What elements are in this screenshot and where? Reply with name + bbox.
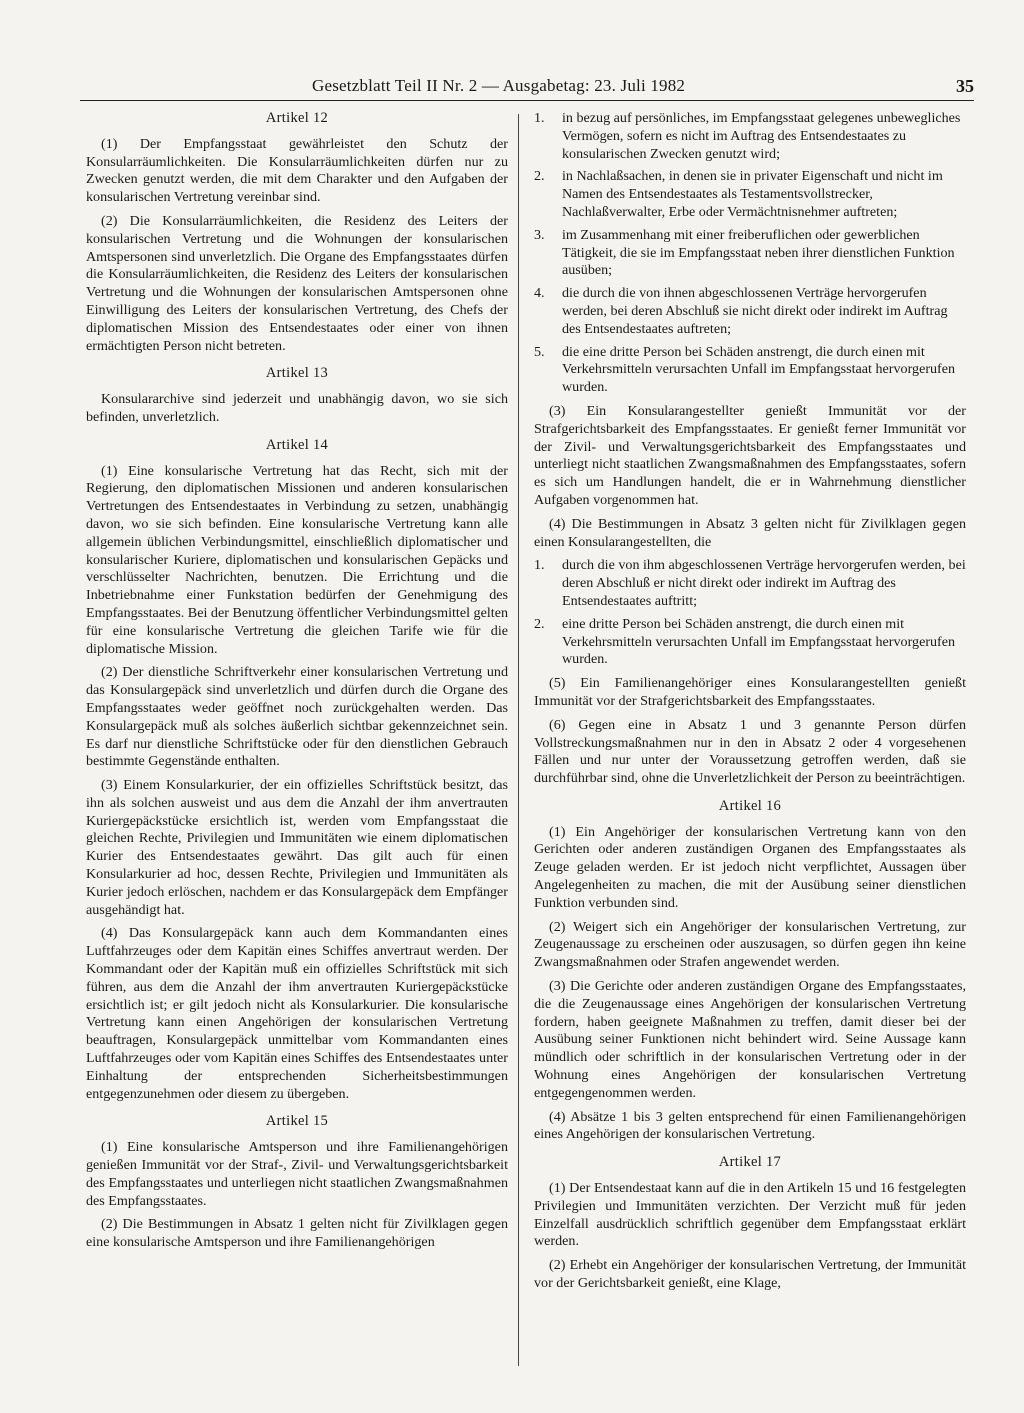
header-title: Gesetzblatt Teil II Nr. 2 — Ausgabetag: 23. Juli 1982 <box>312 76 686 95</box>
article-13-heading: Artikel 13 <box>265 365 329 382</box>
page-header <box>80 76 974 100</box>
article-14-paragraph-2: (2) Der dienstliche Schriftverkehr einer konsularischen Vertretung und das Konsulargepäck sind unverletzlich und dürfen durch die Organe des Empfangsstaates weder geöffnet noch zurückgehalten werden. Das Konsulargepäck muß als solches äußerlich sichtbar gekennzeichnet sein. Es darf nur dienstliche Schriftstücke oder für den dienstlichen Gebrauch bestimmte Gegenstände enthalten. <box>86 664 508 770</box>
article-16-paragraph-4: (4) Absätze 1 bis 3 gelten entsprechend für einen Familienangehörigen eines Angehörigen der konsularischen Vertretung. <box>534 1108 966 1143</box>
article-14-paragraph-3: (3) Einem Konsularkurier, der ein offizielles Schriftstück besitzt, das ihn als solchen ausweist und aus dem die Anzahl der ihm anvertrauten Kuriergepäckstücke ersichtlich ist, werden vom Empfangsstaat die gleichen Rechte, Privilegien und Immunitäten wie einem diplomatischen Kurier des Entsendestaates gewährt. Das gilt auch für einen Konsularkurier ad hoc, dessen Rechte, Privilegien und Immunitäten als Kurier jedoch erlöschen, nachdem er das Konsulargepäck dem Empfänger ausgehändigt hat. <box>86 777 508 918</box>
left-column <box>86 110 508 1258</box>
article-12-paragraph-2: (2) Die Konsularräumlichkeiten, die Residenz des Leiters der konsularischen Vertretung und die Wohnungen der konsularischen Amtspersonen sind unverletzlich. Die Organe des Empfangsstaates dürfen die Konsularräumlichkeiten, die Residenz des Leiters der konsularischen Vertretung und die Wohnungen der konsularischen Amtspersonen ohne Einwilligung des Leiters der konsularischen Vertretung, des Chefs der diplomatischen Mission des Entsendestaates oder einer von ihnen ermächtigten Person nicht betreten. <box>86 212 508 354</box>
article-16-paragraph-1: (1) Ein Angehöriger der konsularischen Vertretung kann von den Gerichten oder anderen zuständigen Organen des Empfangsstaates als Zeuge geladen werden. Er ist jedoch nicht verpflichtet, Aussagen über Angelegenheiten zu machen, die mit der Ausübung seiner dienstlichen Funktion verbunden sind. <box>534 823 966 911</box>
article-17-paragraph-2: (2) Erhebt ein Angehöriger der konsularischen Vertretung, der Immunität vor der Gerichtsbarkeit genießt, eine Klage, <box>534 1257 966 1292</box>
article-14-heading: Artikel 14 <box>265 436 329 453</box>
list-item: 2. in Nachlaßsachen, in denen sie in privater Eigenschaft und nicht im Namen des Entsendestaates als Testamentsvollstrecker, Nachlaßverwalter, Erbe oder Vermächtnisnehmer auftreten; <box>534 168 943 220</box>
article-17-heading: Artikel 17 <box>718 1154 782 1171</box>
article-15-paragraph-3: (3) Ein Konsularangestellter genießt Immunität vor der Strafgerichtsbarkeit des Empfangsstaates. Er genießt ferner Immunität vor der Zivil- und Verwaltungsgerichtsbarkeit des Empfangsstaates und unterliegt nicht staatlichen Zwangsmaßnahmen des Empfangsstaates, sofern es sich um Handlungen handelt, die er in Wahrnehmung dienstlicher Aufgaben vorgenommen hat. <box>534 402 966 508</box>
list-item: 3. im Zusammenhang mit einer freiberuflichen oder gewerblichen Tätigkeit, die sie im Empfangsstaat neben ihrer dienstlichen Funktion ausüben; <box>534 226 955 279</box>
article-12-paragraph-1: (1) Der Empfangsstaat gewährleistet den Schutz der Konsularräumlichkeiten. Die Konsularräumlichkeiten dürfen nur zu Zwecken genutzt werden, die mit dem Charakter und den Aufgaben der konsularischen Vertretung vereinbar sind. <box>86 135 508 206</box>
page-number: 35 <box>956 76 974 96</box>
header-rule <box>80 100 974 101</box>
article-17-paragraph-1: (1) Der Entsendestaat kann auf die in den Artikeln 15 und 16 festgelegten Privilegien und Immunitäten verzichten. Der Verzicht muß für jeden Einzelfall ausdrücklich schriftlich gegenüber dem Empfangsstaat erklärt werden. <box>534 1180 966 1250</box>
article-15-paragraph-2: (2) Die Bestimmungen in Absatz 1 gelten nicht für Zivilklagen gegen eine konsularische Amtsperson und ihre Familienangehörigen <box>86 1216 508 1251</box>
article-16-paragraph-3: (3) Die Gerichte oder anderen zuständigen Organe des Empfangsstaates, die die Zeugenaussage eines Angehörigen der konsularischen Vertretung fordern, haben geeignete Maßnahmen zu treffen, damit dieser bei der Ausübung seiner Funktionen nicht behindert wird. Seine Aussage kann mündlich oder schriftlich in der konsularischen Vertretung oder in der Wohnung eines Angehörigen der konsularischen Vertretung entgegengenommen werden. <box>534 978 966 1101</box>
article-15-heading: Artikel 15 <box>265 1113 329 1130</box>
exception-list-2 <box>534 557 966 669</box>
list-item: 5. die eine dritte Person bei Schäden anstrengt, die durch einen mit Verkehrsmitteln verursachten Unfall im Empfangsstaat hervorgerufen wurden. <box>534 343 956 396</box>
article-14-paragraph-1: (1) Eine konsularische Vertretung hat das Recht, sich mit der Regierung, den diplomatischen Missionen und anderen konsularischen Vertretungen des Entsendestaates in Verbindung zu setzen, unabhängig davon, wo sie sich befinden. Eine konsularische Vertretung kann alle allgemein üblichen Verbindungsmittel, einschließlich diplomatischer und konsularischer Kuriere, diplomatischen und konsularischen Gepäcks und verschlüsselter Nachrichten, benutzen. Die Errichtung und die Inbetriebnahme einer Funkstation bedürfen der Genehmigung des Empfangsstaates. Bei der Benutzung öffentlicher Verbindungsmittel gelten für eine konsularische Vertretung die gleichen Tarife wie für die diplomatische Mission. <box>86 462 508 657</box>
article-13-paragraph-1: Konsulararchive sind jederzeit und unabhängig davon, wo sie sich befinden, unverletzlich. <box>86 391 508 425</box>
article-15-paragraph-6: (6) Gegen eine in Absatz 1 und 3 genannte Person dürfen Vollstreckungsmaßnahmen nur in den in Absatz 2 oder 4 vorgesehenen Fällen und nur unter der Voraussetzung getroffen werden, daß sie durchführbar sind, ohne die Unverletzlichkeit der Person zu beeinträchtigen. <box>534 716 966 787</box>
article-15-paragraph-5: (5) Ein Familienangehöriger eines Konsularangestellten genießt Immunität vor der Strafgerichtsbarkeit des Empfangsstaates. <box>534 675 966 709</box>
list-item: 2. eine dritte Person bei Schäden anstrengt, die durch einen mit Verkehrsmitteln verursachten Unfall im Empfangsstaat hervorgerufen wurden. <box>534 615 956 668</box>
list-item: 1. durch die von ihm abgeschlossenen Verträge hervorgerufen werden, bei deren Abschluß er nicht direkt oder indirekt im Auftrag des Entsendestaates auftritt; <box>534 557 966 609</box>
article-12-heading: Artikel 12 <box>265 110 329 126</box>
article-14-paragraph-4: (4) Das Konsulargepäck kann auch dem Kommandanten eines Luftfahrzeuges oder dem Kapitän eines Schiffes anvertraut werden. Der Kommandant oder der Kapitän muß ein offizielles Schriftstück mit sich führen, aus dem die Anzahl der ihm anvertrauten Kuriergepäckstücke ersichtlich ist; er gilt jedoch nicht als Konsularkurier. Die konsularische Vertretung kann einen Angehörigen der konsularischen Vertretung beauftragen, Konsulargepäck unmittelbar vom Kommandanten eines Luftfahrzeuges oder vom Kapitän eines Schiffes des Entsendestaates unter Einhaltung der entsprechenden Sicherheitsbestimmungen entgegenzunehmen oder diesem zu übergeben. <box>86 925 508 1102</box>
list-item: 1. in bezug auf persönliches, im Empfangsstaat gelegenes unbewegliches Vermögen, sofern es nicht im Auftrag des Entsendestaates zu konsularischen Zwecken genutzt wird; <box>534 110 961 162</box>
exception-list-1 <box>534 110 966 397</box>
article-15-paragraph-4: (4) Die Bestimmungen in Absatz 3 gelten nicht für Zivilklagen gegen einen Konsularangestellten, die <box>534 515 966 550</box>
article-16-heading: Artikel 16 <box>718 797 782 814</box>
right-column <box>534 110 966 1299</box>
column-divider <box>518 114 519 1366</box>
article-15-paragraph-1: (1) Eine konsularische Amtsperson und ihre Familienangehörigen genießen Immunität vor der Straf-, Zivil- und Verwaltungsgerichtsbarkeit des Empfangsstaates und unterliegen nicht staatlichen Zwangsmaßnahmen des Empfangsstaates. <box>86 1139 508 1209</box>
article-16-paragraph-2: (2) Weigert sich ein Angehöriger der konsularischen Vertretung, zur Zeugenaussage zu erscheinen oder auszusagen, so dürfen gegen ihn keine Zwangsmaßnahmen oder Strafen angewendet werden. <box>534 918 966 971</box>
list-item: 4. die durch die von ihnen abgeschlossenen Verträge hervorgerufen werden, bei deren Abschluß sie nicht direkt oder indirekt im Auftrag des Entsendestaates auftreten; <box>534 285 948 337</box>
